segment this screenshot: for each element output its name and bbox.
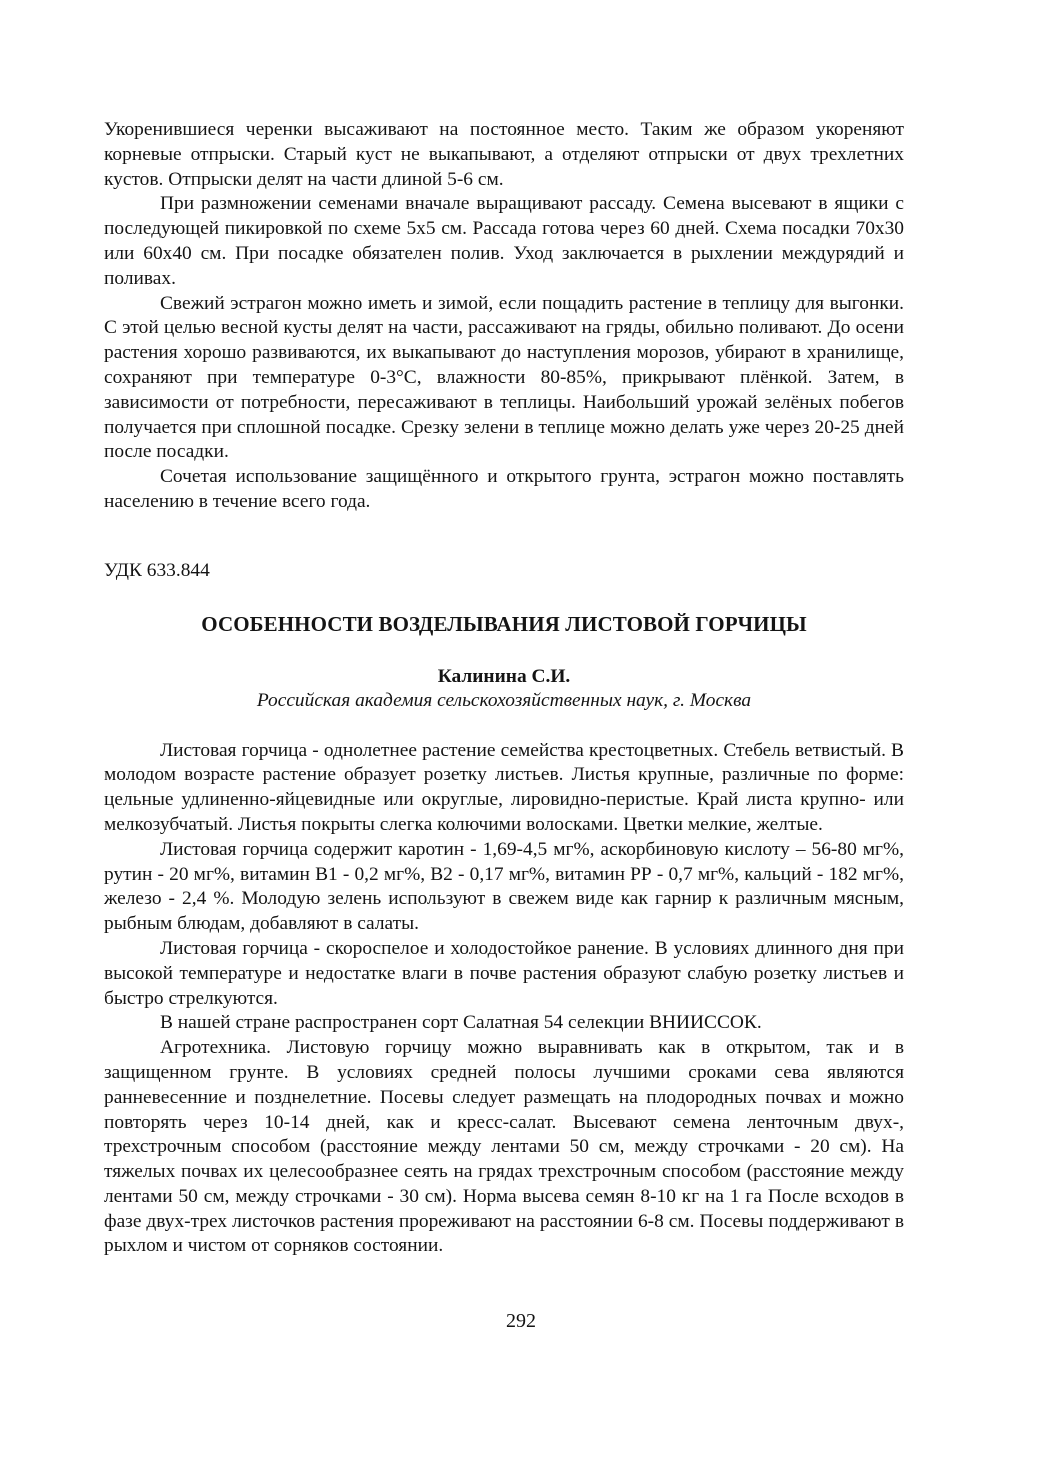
- section-spacer: [104, 515, 904, 559]
- article-paragraph-3: Листовая горчица - скороспелое и холодостойкое ранение. В условиях длинного дня при высокой температуре и недостатке влаги в почве растения образуют слабую розетку листьев и быстро стрелкуются.: [104, 937, 904, 1009]
- page-number: 292: [506, 1310, 536, 1332]
- article-body: [104, 739, 904, 1260]
- article-author: Калинина С.И.: [437, 665, 571, 687]
- continuation-paragraph-3: Свежий эстрагон можно иметь и зимой, если пощадить растение в теплицу для выгонки. С этой целью весной кусты делят на части, рассаживают на гряды, обильно поливают. До осени растения хорошо развиваются, их выкапывают до наступления морозов, убирают в хранилище, сохраняют при температуре 0-3°С, влажности 80-85%, прикрывают плёнкой. Затем, в зависимости от потребности, пересаживают в теплицы. Наибольший урожай зелёных побегов получается при сплошной посадке. Срезку зелени в теплице можно делать уже через 20-25 дней после посадки.: [104, 292, 904, 463]
- article-title: ОСОБЕННОСТИ ВОЗДЕЛЫВАНИЯ ЛИСТОВОЙ ГОРЧИЦЫ: [201, 611, 807, 636]
- page-content: [104, 118, 904, 1259]
- article-paragraph-4: В нашей стране распространен сорт Салатная 54 селекции ВНИИССОК.: [160, 1012, 762, 1034]
- article-paragraph-1: Листовая горчица - однолетнее растение семейства крестоцветных. Стебель ветвистый. В молодом возрасте растение образует розетку листьев. Листья крупные, различные по форме: цельные удлиненно-яйцевидные или округлые, лировидно-перистые. Край листа крупно- или мелкозубчатый. Листья покрыты слегка колючими волосками. Цветки мелкие, желтые.: [104, 739, 904, 835]
- udk-code: УДК 633.844: [104, 559, 210, 581]
- article-affiliation: Российская академия сельскохозяйственных наук, г. Москва: [256, 689, 752, 711]
- article-paragraph-5: Агротехника. Листовую горчицу можно выравнивать как в открытом, так и в защищенном грунте. В условиях средней полосы лучшими сроками сева являются ранневесенние и позднелетние. Посевы следует размещать на плодородных почвах и можно повторять через 10-14 дней, как и кресс-салат. Высевают семена ленточным двух-, трехстрочным способом (расстояние между лентами 50 см, между строчками - 20 см). На тяжелых почвах их целесообразнее сеять на грядах трехстрочным способом (расстояние между лентами 50 см, между строчками - 30 см). Норма высева семян 8-10 кг на 1 га После всходов в фазе двух-трех листочков растения прореживают на расстоянии 6-8 см. Посевы поддерживают в рыхлом и чистом от сорняков состоянии.: [104, 1037, 904, 1257]
- continuation-paragraph-2: При размножении семенами вначале выращивают рассаду. Семена высевают в ящики с последующей пикировкой по схеме 5х5 см. Рассада готова через 60 дней. Схема посадки 70х30 или 60х40 см. При посадке обязателен полив. Уход заключается в рыхлении междурядий и поливах.: [104, 193, 904, 289]
- article-paragraph-2: Листовая горчица содержит каротин - 1,69-4,5 мг%, аскорбиновую кислоту – 56-80 мг%, рутин - 20 мг%, витамин В1 - 0,2 мг%, В2 - 0,17 мг%, витамин РР - 0,7 мг%, кальций - 182 мг%, железо - 2,4 %. Молодую зелень используют в свежем виде как гарнир к различным мясным, рыбным блюдам, добавляют в салаты.: [104, 838, 904, 935]
- continuation-paragraph-1: Укоренившиеся черенки высаживают на постоянное место. Таким же образом укореняют корневые отпрыски. Старый куст не выкапывают, а отделяют отпрыски от двух трехлетних кустов. Отпрыски делят на части длиной 5-6 см.: [104, 119, 904, 190]
- continuation-paragraph-4: Сочетая использование защищённого и открытого грунта, эстрагон можно поставлять населению в течение всего года.: [104, 466, 904, 512]
